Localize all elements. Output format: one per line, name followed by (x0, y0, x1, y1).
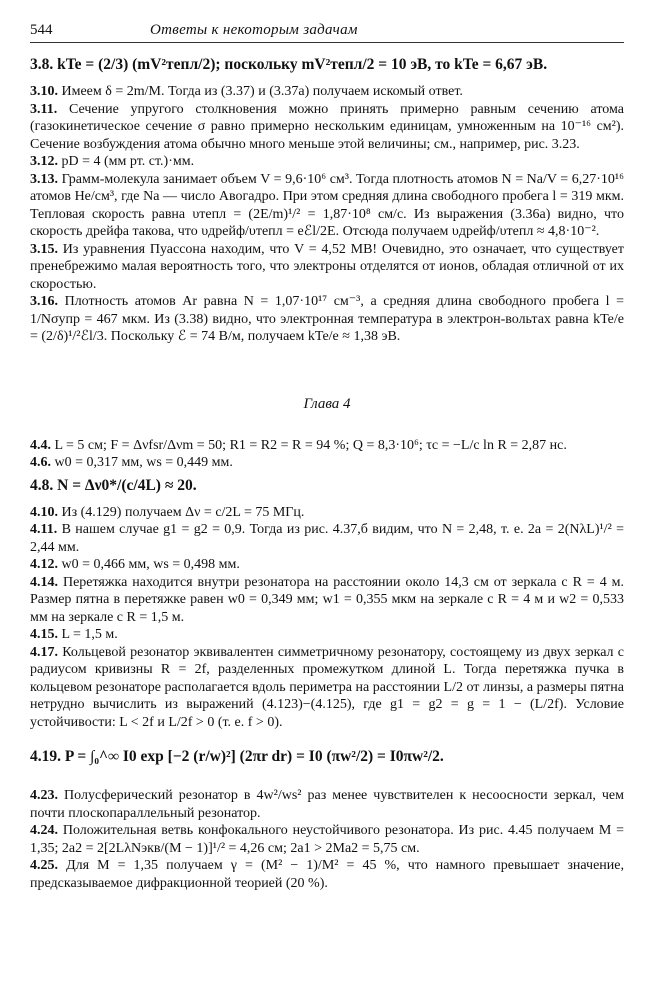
answer-3-11 (30, 101, 624, 154)
answer-text: Плотность атомов Ar равна N = 1,07·10¹⁷ см⁻³, а средняя длина свободного пробега l = 1/Nσупр = 467 мкм. Из (3.38) видно, что электронная температура в электрон-вольтах равна kTe/e = (2/δ)¹/²ℰl/3. Поскольку ℰ = 74 В/м, получаем kTe/e ≈ 1,38 эВ. (30, 294, 625, 344)
answer-text: Полусферический резонатор в 4w²/ws² раз менее чувствителен к несоосности зеркал, чем почти плоскопараллельный резонатор. (30, 788, 625, 821)
answer-text: pD = 4 (мм рт. ст.)·мм. (61, 154, 195, 169)
answer-text: Кольцевой резонатор эквивалентен симметричному резонатору, состоящему из двух зеркал с радиусом кривизны R = 2f, разделенных промежутком длиной L. Тогда перетяжка пучка в кольцевом резонаторе располагается вдоль периметра на расстоянии L/2 от линзы, а размеры пятна нетрудно вычислить из выражений (4.123)−(4.125), где g1 = g2 = g = 1 − (L/2f). Условие устойчивости: L < 2f и L/2f > 0 (т. е. f > 0). (30, 644, 624, 730)
answer-text: kTe = (2/3) (mV²тепл/2); поскольку mV²тепл/2 = 10 эВ, то kTe = 6,67 эВ. (57, 56, 548, 73)
answer-number: 3.10. (30, 84, 58, 99)
answer-text: w0 = 0,466 мм, ws = 0,498 мм. (61, 557, 240, 572)
answer-number: 4.14. (30, 574, 58, 590)
answer-text: N = Δν0*/(c/4L) ≈ 20. (57, 476, 197, 494)
answer-text: w0 = 0,317 мм, ws = 0,449 мм. (54, 455, 233, 470)
answer-number: 3.16. (30, 294, 58, 309)
answer-4-6 (30, 454, 624, 472)
answer-number: 4.10. (30, 504, 58, 520)
answer-number: 4.17. (30, 644, 58, 660)
answer-number: 4.25. (30, 858, 58, 873)
answer-number: 4.24. (30, 823, 58, 838)
answer-4-4 (30, 437, 624, 455)
answer-4-17 (30, 644, 624, 732)
running-title: Ответы к некоторым задачам (150, 22, 358, 38)
answer-text: Для M = 1,35 получаем γ = (M² − 1)/M² = 45 %, что намного превышает значение, предсказываемое дифракционной теорией (20 %). (30, 858, 625, 891)
answer-text: В нашем случае g1 = g2 = 0,9. Тогда из рис. 4.37,б видим, что N = 2,48, т. е. 2a = 2(NλL)¹/² = 2,44 мм. (30, 522, 624, 555)
answer-number: 3.15. (30, 241, 58, 257)
page (30, 22, 624, 892)
answer-number: 4.19. (30, 748, 61, 765)
answer-number: 4.4. (30, 437, 51, 453)
running-header (30, 22, 624, 43)
answer-4-19 (30, 747, 624, 767)
answer-4-25 (30, 857, 624, 892)
answer-3-12 (30, 153, 624, 171)
answer-3-8 (30, 55, 624, 75)
answer-number: 4.15. (30, 627, 58, 642)
answer-text: L = 5 см; F = Δνfsr/Δνm = 50; R1 = R2 = R = 94 %; Q = 8,3·10⁶; τc = −L/c ln R = 2,87 нс. (54, 437, 567, 453)
answer-number: 4.6. (30, 455, 51, 470)
answer-text: Перетяжка находится внутри резонатора на расстоянии около 14,3 см от зеркала с R = 4 м. Размер пятна в перетяжке равен w0 = 0,349 мм; w1 = 0,355 мкм на зеркале с R = 4 м и w2 = 0,533 мм на зеркале с R = 1,5 м. (30, 574, 625, 625)
answer-number: 4.23. (30, 788, 58, 803)
answer-4-14 (30, 574, 624, 627)
answer-4-23 (30, 787, 624, 822)
answer-text: Грамм-молекула занимает объем V = 9,6·10⁶ см³. Тогда плотность атомов N = Na/V = 6,27·10¹⁶ атомов He/см³, где Na — число Авогадро. При этом средняя длина свободного пробега l = 319 мкм. Тепловая скорость равна υтепл = (2E/m)¹/² = 1,87·10⁸ см/с. Из выражения (3.36а) видно, что скорость дрейфа такова, что υдрейф/υтепл = eℰl/2E. Отсюда получаем υдрейф/υтепл ≈ 4,8·10⁻². (30, 171, 624, 239)
answer-number: 4.11. (30, 522, 58, 537)
answer-number: 3.8. (30, 56, 54, 73)
answer-number: 3.11. (30, 101, 58, 117)
answer-text: Из (4.129) получаем Δν = c/2L = 75 МГц. (61, 504, 305, 520)
chapter-heading: Глава 4 (303, 395, 351, 412)
answer-number: 4.12. (30, 557, 58, 572)
answer-3-16 (30, 293, 624, 346)
spacer (30, 731, 624, 743)
answer-3-13 (30, 171, 624, 241)
answer-text: Из уравнения Пуассона находим, что V = 4,52 МВ! Очевидно, это означает, что существует пренебрежимо малая вероятность того, что электроны отделятся от ионов, обладая отличной от их скоростью. (30, 241, 625, 292)
answer-text: Имеем δ = 2m/M. Тогда из (3.37) и (3.37а) получаем искомый ответ. (61, 84, 463, 99)
page-number: 544 (30, 22, 53, 38)
answer-4-10 (30, 504, 624, 522)
answer-4-15 (30, 626, 624, 644)
answer-3-10 (30, 83, 624, 101)
answer-text: Положительная ветвь конфокального неустойчивого резонатора. Из рис. 4.45 получаем M = 1,35; 2a2 = 2[2LλNэкв/(M − 1)]¹/² = 4,26 см; 2a1 > 2Ma2 = 5,75 см. (30, 823, 624, 856)
answer-4-8 (30, 476, 624, 496)
answer-4-24 (30, 822, 624, 857)
answer-number: 4.8. (30, 476, 54, 494)
answer-number: 3.13. (30, 171, 58, 187)
answer-text: P = ∫₀^∞ I0 exp [−2 (r/w)²] (2πr dr) = I0 (πw²/2) = I0πw²/2. (64, 748, 444, 765)
answer-text: Сечение упругого столкновения можно принять примерно равным сечению атома (газокинетическое сечение σ равно примерно нескольким единицам, умноженным на 10⁻¹⁶ см²). Сечение возбуждения атома обычно много меньше этой величины; см., например, рис. 3.23. (30, 101, 624, 152)
answer-4-12 (30, 556, 624, 574)
answer-number: 3.12. (30, 154, 58, 169)
spacer (30, 775, 624, 787)
answer-text: L = 1,5 м. (61, 627, 118, 642)
answer-4-11 (30, 521, 624, 556)
answer-3-15 (30, 241, 624, 294)
